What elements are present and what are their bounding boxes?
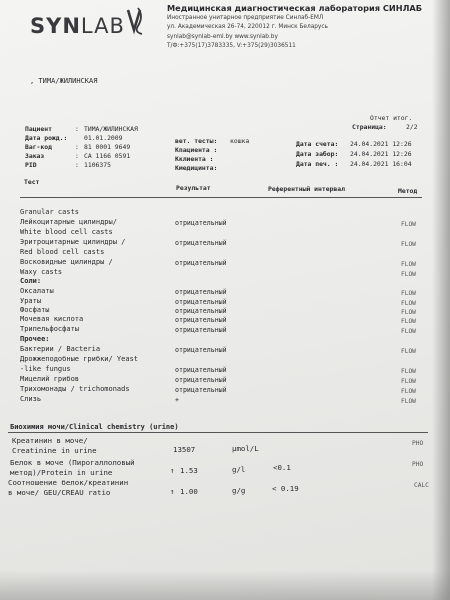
test-result: отрицательный xyxy=(175,307,227,315)
test-label: Ураты xyxy=(20,297,42,305)
lab-address: ул. Академическая 26-74, 220012 г. Минск Беларусь xyxy=(167,24,328,30)
barcode-value: 81 0001 9649 xyxy=(84,143,131,151)
ratio-method: CALC xyxy=(414,482,429,489)
lab-legal-name: Иностранное унитарное предприятие Синлаб-ЕМЛ xyxy=(167,15,324,21)
test-result: отрицательный xyxy=(175,288,227,296)
patient-code-label: Кпациента : xyxy=(175,146,218,154)
patient-name-value: ТИМА/ЖИЛИНСКАЯ xyxy=(84,125,138,133)
logo-text-lab: LAB xyxy=(80,14,125,38)
test-method: FLOW xyxy=(401,388,416,395)
vet-tests-value: кошка xyxy=(230,137,250,145)
test-method: FLOW xyxy=(401,241,416,248)
test-method: FLOW xyxy=(401,261,416,268)
test-method: FLOW xyxy=(401,378,416,385)
report-status: Отчет итог. xyxy=(370,114,413,122)
pid-value: 1106375 xyxy=(84,161,111,169)
dob-value: 01.01.2009 xyxy=(84,134,123,142)
test-label: Трихомонады / trichomonads xyxy=(20,385,130,393)
lab-phones: Т/Ф:+375(17)3783335, V:+375(29)3036511 xyxy=(167,43,296,49)
test-method: FLOW xyxy=(401,221,416,228)
test-label: Трипельфосфаты xyxy=(20,325,80,333)
test-label: Эритроцитарные цилиндры / xyxy=(20,238,126,246)
ratio-flag: ↑ xyxy=(170,487,175,496)
creatinine-method: PHO xyxy=(412,440,424,447)
dob-label: Дата рожд.: xyxy=(25,134,68,142)
test-result: + xyxy=(175,396,179,404)
test-label: Мочевая кислота xyxy=(20,315,84,323)
test-label: Соли: xyxy=(20,277,42,285)
test-label: Восковидные цилиндры / xyxy=(20,258,113,266)
logo-text-syn: SYN xyxy=(30,14,81,38)
test-label: Лейкоцитарные цилиндры/ xyxy=(20,218,117,226)
test-result: отрицательный xyxy=(175,376,227,384)
test-method: FLOW xyxy=(401,271,416,278)
chemistry-section-title: Биохимия мочи/Clinical chemistry (urine) xyxy=(10,423,179,431)
column-result: Результат xyxy=(176,184,211,192)
test-result: отрицательный xyxy=(175,366,227,374)
pid-label: PID xyxy=(25,161,37,169)
barcode-label: Ваг-код xyxy=(25,143,52,151)
order-label: Заказ xyxy=(25,152,45,160)
ref-doctor-label: Кмедицинта: xyxy=(175,164,218,172)
protein-reference: <0.1 xyxy=(273,463,291,472)
lab-name: Медицинская диагностическая лаборатория СИНЛАБ xyxy=(167,3,422,13)
chemistry-divider xyxy=(8,432,428,433)
test-label: -like fungus xyxy=(20,365,71,373)
date-account-label: Дата счета: xyxy=(296,140,339,148)
test-label: Дрожжеподобные грибки/ Yeast xyxy=(20,355,139,363)
page-bottom-shadow xyxy=(0,570,450,600)
test-label: Фосфаты xyxy=(20,306,50,314)
creatinine-value: 13507 xyxy=(173,445,196,454)
patient-heading: , ТИМА/ЖИЛИНСКАЯ xyxy=(30,77,98,85)
column-method: Метод xyxy=(398,187,418,195)
protein-unit: g/l xyxy=(232,465,246,474)
column-test: Тест xyxy=(24,178,40,186)
test-label: Слизь xyxy=(20,395,42,403)
test-label: Granular casts xyxy=(20,208,80,216)
test-method: FLOW xyxy=(401,368,416,375)
date-print-value: 24.04.2021 16:04 xyxy=(350,160,412,168)
ratio-label-ru: Соотношение белок/креатинин xyxy=(8,478,129,487)
test-result: отрицательный xyxy=(175,219,227,227)
vet-tests-label: вет. тесты: xyxy=(175,137,218,145)
test-result: отрицательный xyxy=(175,259,227,267)
date-print-label: Дата печ. : xyxy=(296,160,339,168)
date-sample-label: Дата забор: xyxy=(296,150,339,158)
ratio-reference: < 0.19 xyxy=(272,484,299,493)
creatinine-label-ru: Креатинин в моче/ xyxy=(12,436,88,445)
lab-email-web: synlab@synlab-eml.by www.synlab.by xyxy=(167,34,278,40)
header-divider xyxy=(20,197,422,198)
protein-value: 1.53 xyxy=(180,466,198,475)
test-method: FLOW xyxy=(401,328,416,335)
test-method: FLOW xyxy=(401,309,416,316)
lab-report-sheet: SYNLAB Медицинская диагностическая лаборатория СИНЛАБ Иностранное унитарное предприятие Синлаб-ЕМЛ ул. Академическая 26-74, 220012 г. Минск Беларусь synlab@synlab-eml.by www.synlab.by Т/Ф:+375(17)3783335, V:+375(29)3036511 , ТИМА/ЖИЛИНСКАЯ Отчет итог. Страница: 2/2 Пациент : ТИМА/ЖИЛИНСКАЯ Дата рожд.: 01.01.2009 Ваг-код : 81 0001 9649 Заказ : CA 1166 0591 PID : 1106375 вет. тесты: кошка Кпациента : Кклиента : Кмедицинта: Дата счета: 24.04.2021 12:26 Дата забор: 24.04.2021 12:26 Дата печ. : 24.04.2021 16:04 Тест Результат Референтный интервал Метод Granular casts Лейкоцитарные цилиндры/ отрицательный FLOW White blood cell casts Эритроцитарные цилиндры / отрицательный FLOW Red blood cell casts Восковидные цилиндры / отрицательный FLOW Waxy casts FLOW Соли: Оксалаты отрицательный FLOW Ураты отрицательный FLOW Фосфаты отрицательный FLOW Мочевая кислота отрицательный FLOW Трипельфосфаты отрицательный FLOW Прочее: Бактерии / Bacteria отрицательный FLOW Дрожжеподобные грибки/ Yeast -like fungus отрицательный FLOW Мицелий грибов отрицательный FLOW Трихомонады / trichomonads отрицательный FLOW Слизь + FLOW Биохимия мочи/Clinical chemistry (urine) Креатинин в моче/ Creatinine in urine 13507 µmol/L PHO Белок в моче (Пирогаллоловый метод)/Protein in urine ↑ 1.53 g/l <0.1 PHO Соотношение белок/креатинин в моче/ GEU/CREAU ratio ↑ 1.00 g/g < 0.19 CALC xyxy=(0,0,450,600)
test-result: отрицательный xyxy=(175,326,227,334)
test-method: FLOW xyxy=(401,398,416,405)
creatinine-unit: µmol/L xyxy=(232,444,259,453)
page-label: Страница: xyxy=(352,123,387,131)
synlab-mark-icon xyxy=(124,6,152,36)
synlab-logo xyxy=(30,14,125,38)
test-result: отрицательный xyxy=(175,346,227,354)
test-label: White blood cell casts xyxy=(20,228,113,236)
test-label: Бактерии / Bacteria xyxy=(20,345,101,353)
order-value: CA 1166 0591 xyxy=(84,152,131,160)
test-label: Red blood cell casts xyxy=(20,248,105,256)
test-result: отрицательный xyxy=(175,298,227,306)
column-reference: Референтный интервал xyxy=(268,185,345,193)
test-result: отрицательный xyxy=(175,239,227,247)
page-number: 2/2 xyxy=(406,123,418,131)
creatinine-label-en: Creatinine in urine xyxy=(12,446,97,455)
protein-label-ru: Белок в моче (Пирогаллоловый xyxy=(10,458,135,467)
date-account-value: 24.04.2021 12:26 xyxy=(350,140,412,148)
test-method: FLOW xyxy=(401,348,416,355)
protein-label-en: метод)/Protein in urine xyxy=(10,468,113,477)
client-label: Кклиента : xyxy=(175,155,214,163)
test-method: FLOW xyxy=(401,318,416,325)
patient-name-label: Пациент xyxy=(25,125,52,133)
test-label: Мицелий грибов xyxy=(20,375,80,383)
ratio-value: 1.00 xyxy=(180,487,198,496)
page-edge-shadow xyxy=(432,0,450,600)
ratio-unit: g/g xyxy=(232,486,246,495)
test-result: отрицательный xyxy=(175,386,227,394)
test-label: Waxy casts xyxy=(20,268,63,276)
protein-method: PHO xyxy=(412,461,424,468)
test-label: Прочее: xyxy=(20,335,50,343)
test-method: FLOW xyxy=(401,290,416,297)
ratio-label-en: в моче/ GEU/CREAU ratio xyxy=(8,488,111,497)
test-label: Оксалаты xyxy=(20,287,54,295)
date-sample-value: 24.04.2021 12:26 xyxy=(350,150,412,158)
test-result: отрицательный xyxy=(175,316,227,324)
test-method: FLOW xyxy=(401,300,416,307)
protein-flag: ↑ xyxy=(170,466,175,475)
